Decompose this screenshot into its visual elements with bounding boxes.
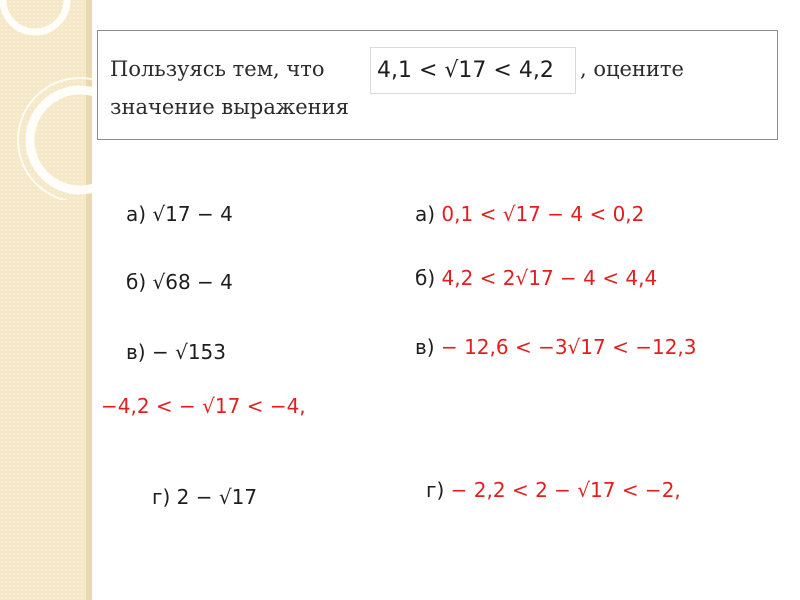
given-formula-box — [370, 47, 576, 94]
header-text-before: Пользуясь тем, что — [110, 57, 325, 81]
answer-b — [415, 266, 657, 290]
answer-d-expr: − 2,2 < 2 − √17 < −2, — [450, 478, 681, 502]
answer-c-expr: − 12,6 < −3√17 < −12,3 — [440, 335, 697, 359]
task-c-label: в) — [126, 340, 146, 364]
answer-c-label: в) — [415, 335, 435, 359]
answer-b-expr: 4,2 < 2√17 − 4 < 4,4 — [441, 266, 658, 290]
given-formula: 4,1 < √17 < 4,2 — [377, 58, 554, 83]
task-b — [126, 270, 233, 294]
answer-b-label: б) — [415, 266, 436, 290]
answer-d-label: г) — [426, 478, 445, 502]
header-line2: значение выражения — [110, 95, 349, 119]
task-b-expr: √68 − 4 — [152, 270, 233, 294]
task-a-label: а) — [126, 202, 147, 226]
answer-d — [426, 478, 681, 502]
task-d-expr: 2 − √17 — [176, 485, 258, 509]
answer-a — [415, 202, 644, 226]
base-inequality: −4,2 < − √17 < −4, — [101, 394, 306, 418]
answer-a-label: а) — [415, 202, 436, 226]
task-d-label: г) — [152, 485, 171, 509]
task-a-expr: √17 − 4 — [152, 202, 233, 226]
task-c — [126, 340, 226, 364]
task-b-label: б) — [126, 270, 147, 294]
task-d — [152, 485, 257, 509]
task-c-expr: − √153 — [151, 340, 226, 364]
header-box — [97, 30, 778, 140]
answer-a-expr: 0,1 < √17 − 4 < 0,2 — [441, 202, 645, 226]
header-text-after: , оцените — [580, 57, 684, 81]
task-a — [126, 202, 233, 226]
answer-c — [415, 335, 697, 359]
